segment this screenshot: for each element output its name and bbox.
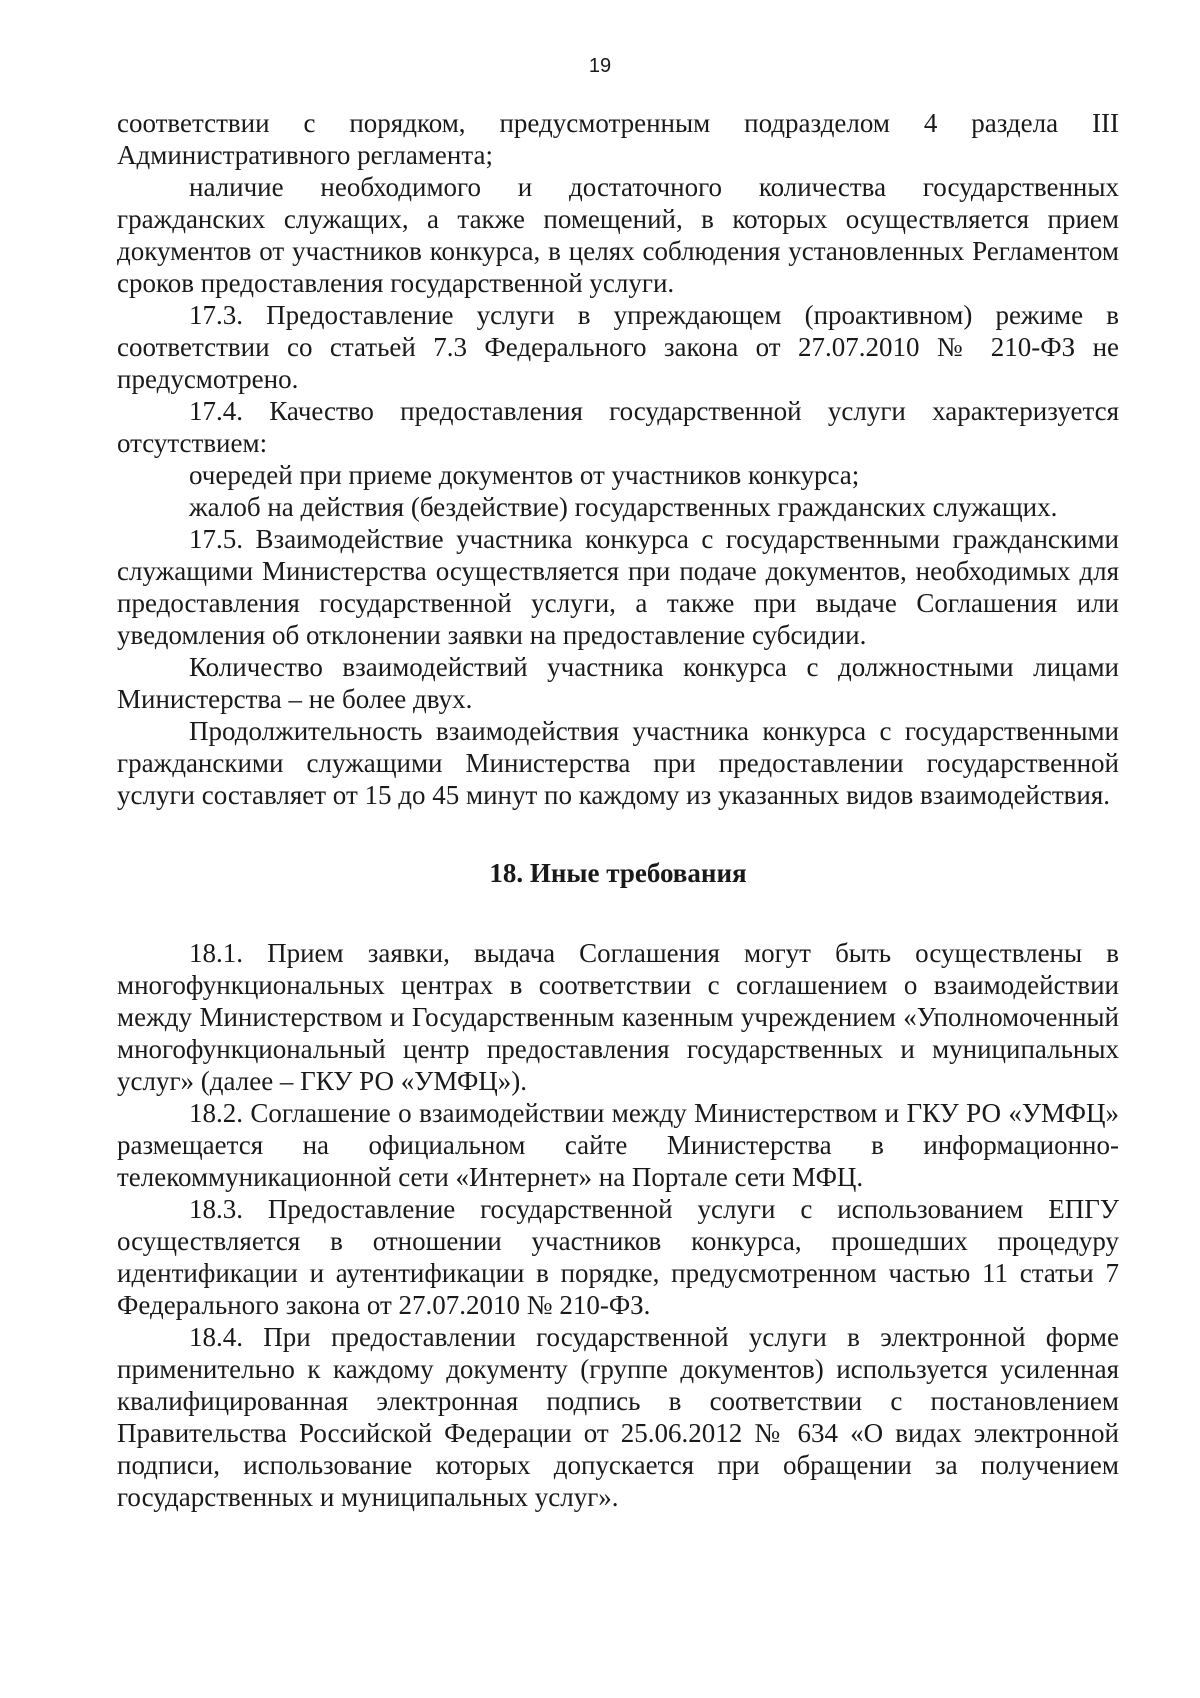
- paragraph: жалоб на действия (бездействие) государственных гражданских служащих.: [189, 492, 1058, 522]
- paragraph: 17.3. Предоставление услуги в упреждающем (проактивном) режиме в соответствии со статьей 7.3 Федерального закона от 27.07.2010 № 210-ФЗ не предусмотрено.: [117, 300, 1119, 394]
- paragraph: очередей при приеме документов от участников конкурса;: [189, 460, 860, 490]
- document-body: [117, 107, 1119, 1513]
- paragraph: 18.1. Прием заявки, выдача Соглашения могут быть осуществлены в многофункциональных центрах в соответствии с соглашением о взаимодействии между Министерством и Государственным казенным учреждением «Уполномоченный многофункциональный центр предоставления государственных и муниципальных услуг» (далее – ГКУ РО «УМФЦ»).: [117, 938, 1119, 1096]
- paragraph: соответствии с порядком, предусмотренным подразделом 4 раздела III Административного регламента;: [117, 108, 1119, 170]
- paragraph: 18.3. Предоставление государственной услуги с использованием ЕПГУ осуществляется в отношении участников конкурса, прошедших процедуру идентификации и аутентификации в порядке, предусмотренном частью 11 статьи 7 Федерального закона от 27.07.2010 № 210-ФЗ.: [117, 1194, 1119, 1320]
- section-heading: 18. Иные требования: [489, 858, 747, 888]
- paragraph: Продолжительность взаимодействия участника конкурса с государственными гражданскими служащими Министерства при предоставлении государственной услуги составляет от 15 до 45 минут по каждому из указанных видов взаимодействия.: [117, 716, 1119, 810]
- paragraph: 18.2. Соглашение о взаимодействии между Министерством и ГКУ РО «УМФЦ» размещается на официальном сайте Министерства в информационно-телекоммуникационной сети «Интернет» на Портале сети МФЦ.: [117, 1098, 1119, 1192]
- page-number: 19: [588, 55, 612, 77]
- paragraph: наличие необходимого и достаточного количества государственных гражданских служащих, а также помещений, в которых осуществляется прием документов от участников конкурса, в целях соблюдения установленных Регламентом сроков предоставления государственной услуги.: [117, 172, 1119, 298]
- paragraph: 18.4. При предоставлении государственной услуги в электронной форме применительно к каждому документу (группе документов) используется усиленная квалифицированная электронная подпись в соответствии с постановлением Правительства Российской Федерации от 25.06.2012 № 634 «О видах электронной подписи, использование которых допускается при обращении за получением государственных и муниципальных услуг».: [117, 1322, 1119, 1512]
- paragraph: 17.5. Взаимодействие участника конкурса с государственными гражданскими служащими Министерства осуществляется при подаче документов, необходимых для предоставления государственной услуги, а также при выдаче Соглашения или уведомления об отклонении заявки на предоставление субсидии.: [117, 524, 1119, 650]
- paragraph: Количество взаимодействий участника конкурса с должностными лицами Министерства – не более двух.: [117, 652, 1119, 714]
- paragraph: 17.4. Качество предоставления государственной услуги характеризуется отсутствием:: [117, 396, 1119, 458]
